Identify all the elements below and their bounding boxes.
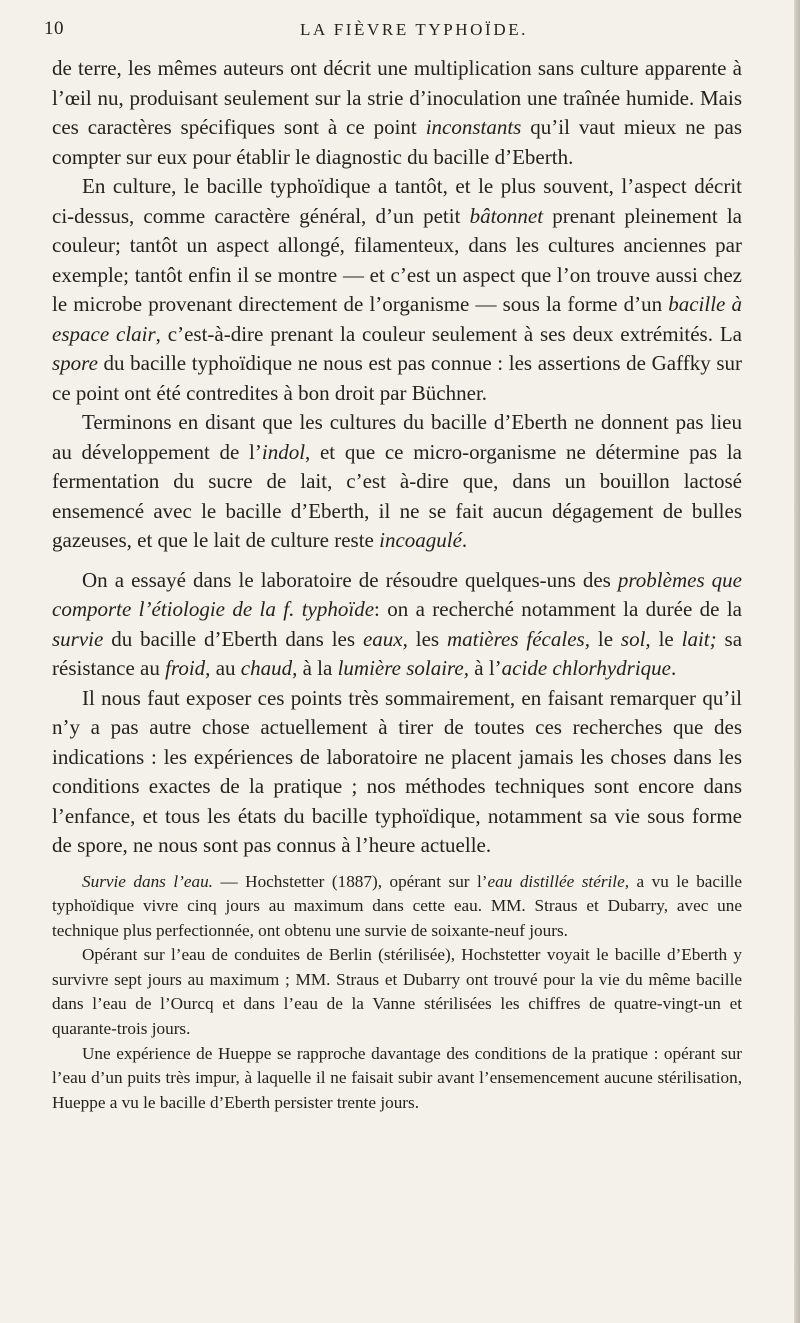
paragraph: En culture, le bacille typhoïdique a tantôt, et le plus souvent, l’aspect décrit ci-dessus, comme caractère général, d’un petit bâtonnet prenant pleinement la couleur; tantôt un aspect allongé, filamenteux, dans les cultures anciennes par exemple; tantôt enfin il se montre — et c’est un aspect que l’on trouve aussi chez le microbe provenant directement de l’organisme — sous la forme d’un bacille à espace clair, c’est-à-dire prenant la couleur seulement à ses deux extrémités. La spore du bacille typhoïdique ne nous est pas connue : les assertions de Gaffky sur ce point ont été contredites à bon droit par Büchner. [52, 174, 742, 405]
note-paragraph: Une expérience de Hueppe se rapproche davantage des conditions de la pratique : opérant sur l’eau d’un puits très impur, à laquelle il ne faisait subir avant l’ensemencement aucune stérilisation, Hueppe a vu le bacille d’Eberth persister trente jours. [52, 1043, 742, 1112]
paragraph: Il nous faut exposer ces points très sommairement, en faisant remarquer qu’il n’y a pas autre chose actuellement à tirer de toutes ces recherches que des indications : les expériences de laboratoire ne placent jamais les choses dans les conditions exactes de la pratique ; nos méthodes techniques sont encore dans l’enfance, et tous les états du bacille typhoïdique, notamment sa vie sous forme de spore, ne nous sont pas connus à l’heure actuelle. [52, 685, 742, 857]
paragraph: Terminons en disant que les cultures du bacille d’Eberth ne donnent pas lieu au développement de l’indol, et que ce micro-organisme ne détermine pas la fermentation du sucre de lait, c’est à-dire que, dans un bouillon lactosé ensemencé avec le bacille d’Eberth, il ne se fait aucun dégagement de bulles gazeuses, et que le lait de culture reste incoagulé. [52, 410, 742, 552]
page-header [44, 18, 744, 48]
running-title: LA FIÈVRE TYPHOÏDE. [299, 20, 529, 39]
page-body [52, 54, 742, 1115]
main-text [52, 54, 742, 861]
page-edge [794, 0, 800, 1323]
paragraph: de terre, les mêmes auteurs ont décrit une multiplication sans culture apparente à l’œil nu, produisant seulement sur la strie d’inoculation une traînée humide. Mais ces caractères spécifiques sont à ce point inconstants qu’il vaut mieux ne pas compter sur eux pour établir le diagnostic du bacille d’Eberth. [52, 56, 743, 169]
note-heading: Survie dans l’eau. [82, 871, 213, 891]
note-paragraph: Survie dans l’eau. — Hochstetter (1887), opérant sur l’eau distillée stérile, a vu le bacille typhoïdique vivre cinq jours au maximum dans cette eau. MM. Straus et Dubarry, avec une technique plus perfectionnée, ont obtenu une survie de soixante-neuf jours. [52, 871, 742, 940]
page-number: 10 [44, 18, 64, 39]
paragraph: On a essayé dans le laboratoire de résoudre quelques-uns des problèmes que comporte l’étiologie de la f. typhoïde: on a recherché notamment la durée de la survie du bacille d’Eberth dans les eaux, les matières fécales, le sol, le lait; sa résistance au froid, au chaud, à la lumière solaire, à l’acide chlorhydrique. [52, 567, 743, 680]
small-print-notes [52, 870, 742, 1116]
note-paragraph: Opérant sur l’eau de conduites de Berlin (stérilisée), Hochstetter voyait le bacille d’Eberth y survivre sept jours au maximum ; MM. Straus et Dubarry ont trouvé pour la vie du même bacille dans l’eau de l’Ourcq et dans l’eau de la Vanne stérilisées les chiffres de quatre-vingt-un et quarante-trois jours. [52, 945, 742, 1039]
